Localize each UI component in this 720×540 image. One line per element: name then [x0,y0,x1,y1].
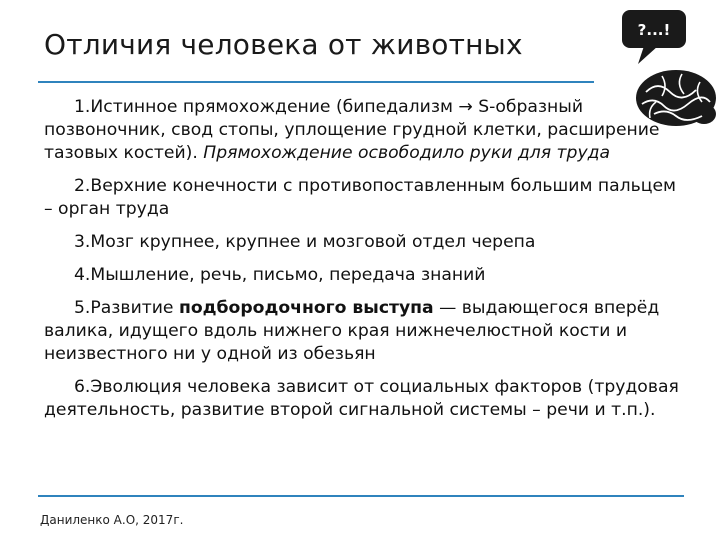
item-5-prefix: 5.Развитие [74,298,179,318]
item-4-text: 4.Мышление, речь, письмо, передача знаний [74,265,486,285]
list-item-4 [44,264,684,287]
list-item-6 [44,376,684,422]
item-5-bold: подбородочного выступа [178,298,434,318]
item-3-text: 3.Мозг крупнее, крупнее и мозговой отдел черепа [74,232,536,252]
list-item-3 [44,231,684,254]
title-divider [38,81,594,83]
list-item-1 [44,96,684,165]
item-5-suffix: — выдающегося вперёд валика, идущего вдоль нижнего края нижнечелюстной кости и неизвестного ни у одной из обезьян [44,298,660,364]
footer-divider [38,495,684,497]
item-1-text: 1.Истинное прямохождение (бипедализм → S-образный позвоночник, свод стопы, уплощение грудной клетки, расширение тазовых костей). [44,97,660,163]
item-1-italic: Прямохождение освободило руки для труда [203,143,611,163]
item-6-text: 6.Эволюция человека зависит от социальных факторов (трудовая деятельность, развитие второй сигнальной системы – речи и т.п.). [44,377,679,420]
footer-author: Даниленко А.О, 2017г. [40,513,184,527]
slide-content [44,96,684,432]
item-2-text: 2.Верхние конечности с противопоставленным большим пальцем – орган труда [44,176,676,219]
list-item-5 [44,297,684,366]
list-item-2 [44,175,684,221]
bubble-text: ?...! [637,21,671,39]
slide-title: Отличия человека от животных [44,28,523,61]
